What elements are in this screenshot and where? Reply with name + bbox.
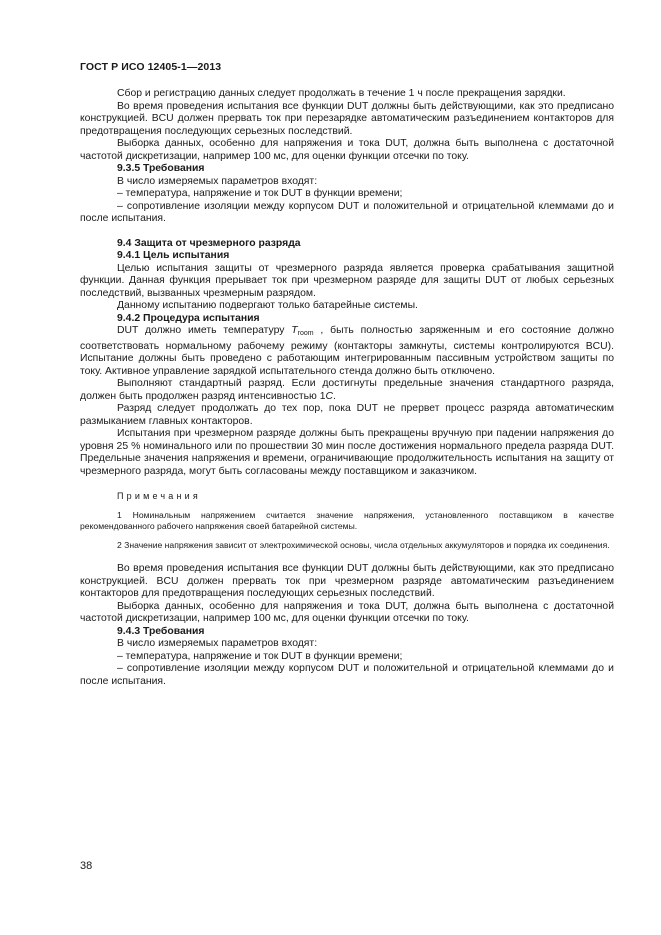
document-body [80, 88, 614, 688]
list-item: – температура, напряжение и ток DUT в функции времени; [117, 188, 403, 199]
section-heading-9-4-2: 9.4.2 Процедура испытания [117, 312, 260, 324]
section-heading-9-4-1: 9.4.1 Цель испытания [117, 250, 230, 261]
page-number: 38 [80, 860, 93, 872]
paragraph: Сбор и регистрацию данных следует продолжать в течение 1 ч после прекращения зарядки. [117, 88, 566, 99]
paragraph: Выборка данных, особенно для напряжения и тока DUT, должна быть выполнена с достаточной частотой дискретизации, например 100 мс, для оценки функции отсечки по току. [80, 600, 614, 624]
section-heading-9-4-3: 9.4.3 Требования [117, 625, 205, 637]
spacer [80, 478, 614, 490]
notes-title: Примечания [117, 491, 201, 501]
text-run: . [333, 390, 336, 402]
text-run: Выполняют стандартный разряд. Если достигнуты предельные значения стандартного разряда, должен быть продолжен разряд интенсивностью 1 [80, 378, 614, 402]
list-item: – сопротивление изоляции между корпусом DUT и положительной и отрицательной клеммами до и после испытания. [80, 663, 614, 687]
spacer [80, 503, 614, 510]
paragraph: Испытания при чрезмерном разряде должны быть прекращены вручную при падении напряжения до уровня 25 % номинального или по прошествии 30 мин после достижения нормального предела разряда DUT. Предельные значения напряжения и времени, ограничивающие продолжительность испытания на защиту от чрезмерного разряда, могут быть согласованы между поставщиком и заказчиком. [80, 428, 614, 477]
section-heading-9-4: 9.4 Защита от чрезмерного разряда [117, 237, 301, 249]
section-heading-9-3-5: 9.3.5 Требования [117, 163, 205, 174]
note-2: 2 Значение напряжения зависит от электрохимической основы, числа отдельных аккумуляторов и порядка их соединения. [117, 539, 610, 550]
list-item: – сопротивление изоляции между корпусом DUT и положительной и отрицательной клеммами до и после испытания. [80, 200, 614, 224]
note-1: 1 Номинальным напряжением считается значение напряжения, установленного поставщиком в качестве рекомендованного рабочего напряжения своей батарейной системы. [80, 509, 614, 531]
paragraph [80, 378, 614, 403]
paragraph: В число измеряемых параметров входят: [117, 175, 318, 187]
variable-t: T [291, 325, 298, 336]
paragraph [80, 325, 614, 378]
document-header: ГОСТ Р ИСО 12405-1—2013 [80, 61, 222, 73]
spacer [80, 551, 614, 563]
text-run: DUT должно иметь температуру [117, 325, 292, 336]
paragraph: Выборка данных, особенно для напряжения и тока DUT, должна быть выполнена с достаточной частотой дискретизации, например 100 мс, для оценки функции отсечки по току. [80, 138, 614, 162]
paragraph: Целью испытания защиты от чрезмерного разряда является проверка срабатывания защитной функции. Данная функция прерывает ток при чрезмерном разряде для защиты DUT от любых серьезных последствий, вызванных чрезмерным разрядом. [80, 262, 614, 299]
list-item: – температура, напряжение и ток DUT в функции времени; [117, 650, 403, 662]
variable-subscript: room [297, 330, 314, 337]
paragraph: Разряд следует продолжать до тех пор, пока DUT не прервет процесс разряда автоматическим размыканием главных контакторов. [80, 403, 614, 427]
paragraph: Данному испытанию подвергают только батарейные системы. [117, 300, 418, 311]
paragraph: Во время проведения испытания все функции DUT должны быть действующими, как это предписано конструкцией. BCU должен прервать ток при чрезмерном разряде автоматическим разъединением контакторов для предотвращения последующих серьезных последствий. [80, 563, 614, 599]
spacer [80, 226, 614, 238]
variable-c: C [325, 390, 334, 402]
paragraph: Во время проведения испытания все функции DUT должны быть действующими, как это предписано конструкцией. BCU должен прервать ток при перезарядке автоматическим разъединением контакторов для предотвращения последующих серьезных последствий. [80, 100, 614, 137]
text-run: , быть полностью заряженным и его состояние должно соответствовать нормальному рабочему режиму (контакторы замкнуты, системы контролируются BCU). Испытание должны быть проведено с работающим интегрированным пассивным устройством защиты по току. Активное управление зарядкой испытательного стенда должно быть отключено. [80, 325, 614, 377]
spacer [80, 533, 614, 540]
paragraph: В число измеряемых параметров входят: [117, 638, 318, 649]
